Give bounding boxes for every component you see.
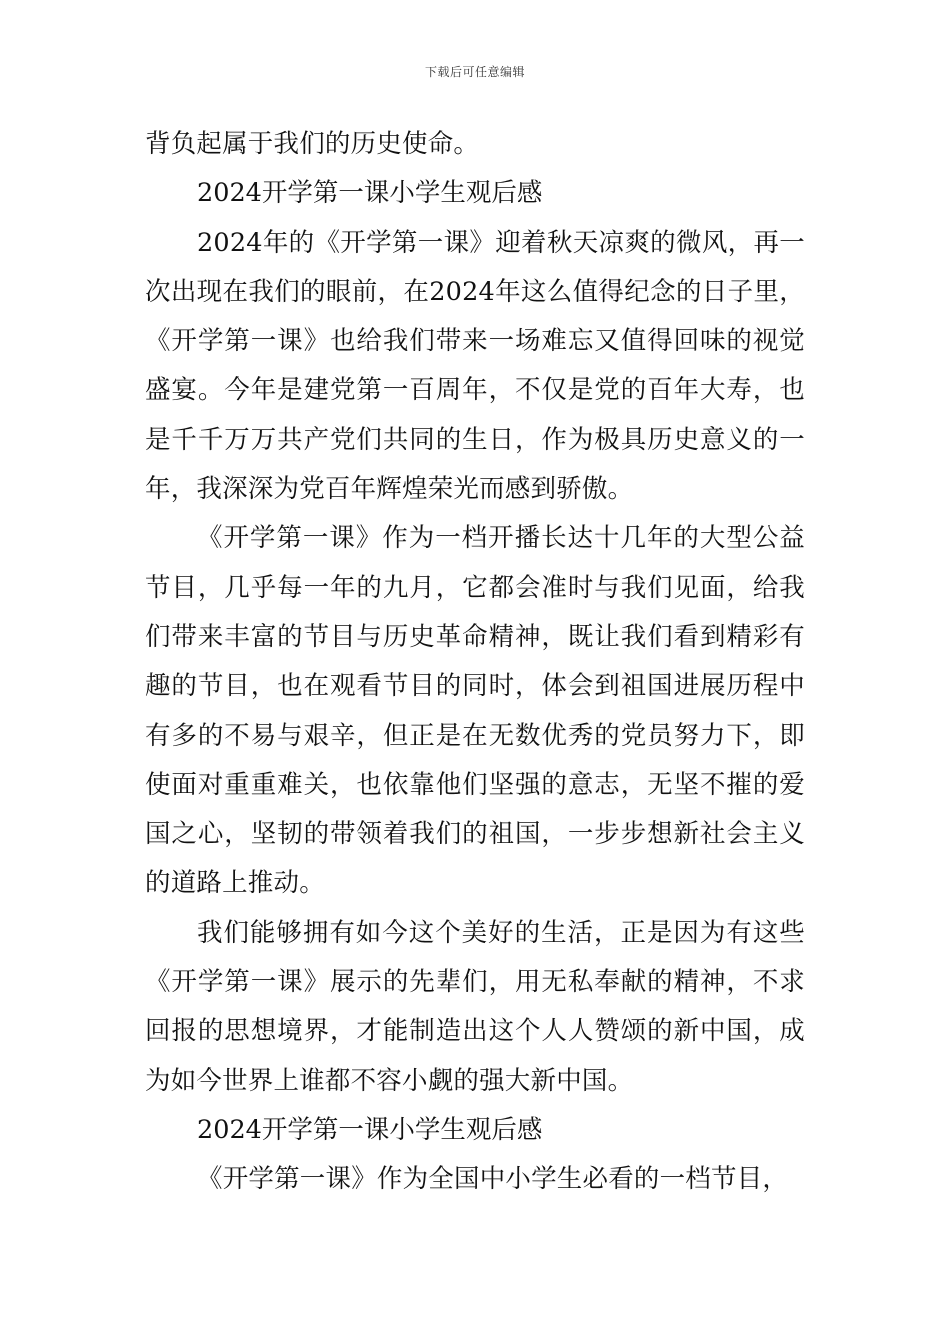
- page-header-note: 下载后可任意编辑: [424, 65, 525, 79]
- paragraph-continuation: 背负起属于我们的历史使命。: [145, 129, 480, 159]
- document-body: [145, 120, 805, 1205]
- section-subtitle: 2024开学第一课小学生观后感: [197, 1114, 543, 1145]
- paragraph-body: 《开学第一课》作为一档开播长达十几年的大型公益节目，几乎每一年的九月，它都会准时与我们见面，给我们带来丰富的节目与历史革命精神，既让我们看到精彩有趣的节目，也在观看节目的同时，体会到祖国进展历程中有多的不易与艰辛，但正是在无数优秀的党员努力下，即使面对重重难关，也依靠他们坚强的意志，无坚不摧的爱国之心，坚韧的带领着我们的祖国，一步步想新社会主义的道路上推动。: [145, 523, 805, 899]
- paragraph-body: 2024年的《开学第一课》迎着秋天凉爽的微风，再一次出现在我们的眼前，在2024年这么值得纪念的日子里，《开学第一课》也给我们带来一场难忘又值得回味的视觉盛宴。今年是建党第一百周年，不仅是党的百年大寿，也是千千万万共产党们共同的生日，作为极具历史意义的一年，我深深为党百年辉煌荣光而感到骄傲。: [145, 227, 805, 505]
- paragraph-body: 《开学第一课》作为全国中小学生必看的一档节目，: [197, 1164, 789, 1195]
- paragraph-body: 我们能够拥有如今这个美好的生活，正是因为有这些《开学第一课》展示的先辈们，用无私奉献的精神，不求回报的思想境界，才能制造出这个人人赞颂的新中国，成为如今世界上谁都不容小觑的强大新中国。: [145, 917, 805, 1096]
- section-subtitle: 2024开学第一课小学生观后感: [197, 178, 543, 209]
